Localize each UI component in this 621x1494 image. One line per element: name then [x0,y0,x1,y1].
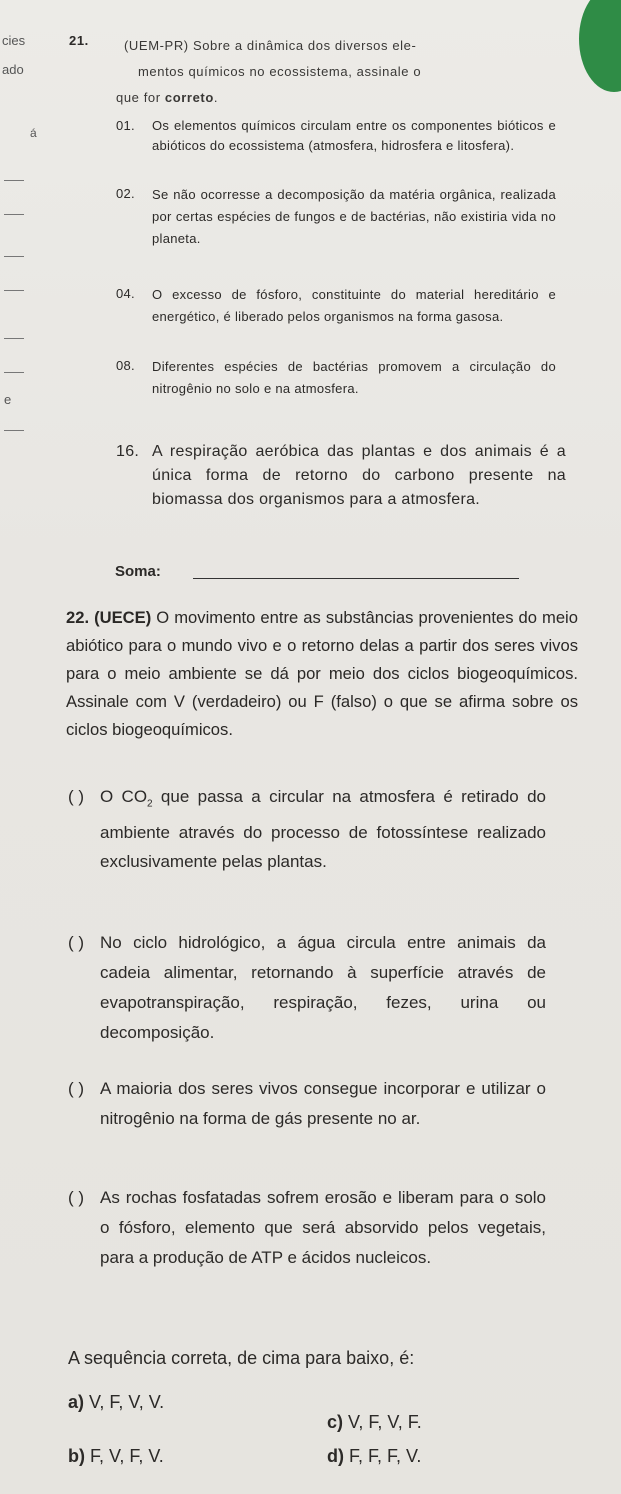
q22-item-text: No ciclo hidrológico, a água circula entre animais da cadeia alimentar, retornando à superfície através de evapotranspiração, respiração, fezes, urina ou decomposição. [100,933,546,1042]
margin-dash [4,214,24,215]
q21-item [116,284,556,328]
q22-item [68,1183,546,1273]
q22-item-box[interactable]: ( ) [68,933,85,952]
q22-option-c[interactable] [327,1412,422,1433]
q22-sequence-prompt: A sequência correta, de cima para baixo, é: [68,1348,415,1368]
option-text: V, F, V, V. [89,1392,165,1412]
left-margin-fragments [0,0,70,560]
option-letter: b) [68,1446,85,1466]
q21-item-number: 01. [116,118,135,133]
q21-item [116,116,556,156]
q21-item-number: 16. [116,443,140,460]
q22-option-b[interactable] [68,1446,164,1467]
q21-item-text: Diferentes espécies de bactérias promovem a circulação do nitrogênio no solo e na atmosfera. [152,359,556,396]
q22-option-d[interactable] [327,1446,421,1467]
soma-label: Soma: [115,563,161,580]
q21-header-line1: (UEM-PR) Sobre a dinâmica dos diversos ele- [124,38,417,53]
q22-item [68,1074,546,1134]
q21-item-text: O excesso de fósforo, constituinte do material hereditário e energético, é liberado pelos organismos na forma gasosa. [152,287,556,324]
q22-item-prefix: O CO [100,787,148,806]
q22-statement: O movimento entre as substâncias provenientes do meio abiótico para o mundo vivo e o retorno delas a partir dos seres vivos para o meio ambiente se dá por meio dos ciclos biogeoquímicos. Assinale com V (verdadeiro) ou F (falso) o que se afirma sobre os ciclos biogeoquímicos. [66,608,578,739]
q21-item [116,356,556,400]
margin-mark: á [30,126,37,140]
q21-header-line3-post: . [213,90,219,105]
margin-text-2: ado [2,62,24,77]
margin-text-1: cies [2,33,26,48]
q22-item-box[interactable]: ( ) [68,1079,85,1098]
q22-item-text [68,782,546,876]
soma-answer-line[interactable] [193,578,519,579]
option-letter: c) [327,1412,344,1432]
q21-number: 21. [69,33,89,48]
q22-item-subscript: 2 [147,798,153,810]
q22-source: (UECE) [94,608,152,627]
margin-letter: e [4,392,12,407]
q21-header [116,33,594,111]
q22-item-box[interactable]: ( ) [68,1188,85,1207]
margin-dash [4,372,24,373]
margin-dash [4,430,24,431]
q22-number: 22. [66,608,90,627]
q22-option-a[interactable] [68,1392,164,1413]
q21-item-text: A respiração aeróbica das plantas e dos animais é a única forma de retorno do carbono presente na biomassa dos organismos para a atmosfera. [152,443,566,508]
q21-header-line2: mentos químicos no ecossistema, assinale o [138,64,422,79]
q21-item-number: 08. [116,358,135,373]
option-text: F, F, F, V. [349,1446,422,1466]
q21-item-text: Os elementos químicos circulam entre os componentes bióticos e abióticos do ecossistema (atmosfera, hidrosfera e litosfera). [152,118,556,153]
q21-item [116,184,556,250]
q22-statement-block [66,604,578,744]
q21-header-line3 [116,90,218,105]
q21-header-line3-pre: que for [116,90,165,105]
q22-item-text: A maioria dos seres vivos consegue incorporar e utilizar o nitrogênio na forma de gás presente no ar. [100,1079,546,1128]
q21-item-number: 02. [116,186,135,201]
q21-header-bold: correto [164,90,214,105]
margin-dash [4,338,24,339]
option-letter: d) [327,1446,344,1466]
q22-item-text: As rochas fosfatadas sofrem erosão e liberam para o solo o fósforo, elemento que será absorvido pelos vegetais, para a produção de ATP e ácidos nucleicos. [100,1188,546,1267]
margin-dash [4,290,24,291]
margin-dash [4,256,24,257]
option-letter: a) [68,1392,85,1412]
q22-item [68,782,546,876]
option-text: F, V, F, V. [90,1446,164,1466]
margin-dash [4,180,24,181]
q21-item-text: Se não ocorresse a decomposição da matéria orgânica, realizada por certas espécies de fungos e de bactérias, não existiria vida no planeta. [152,187,556,246]
q21-item [116,440,566,512]
q22-item [68,928,546,1048]
q21-item-number: 04. [116,286,135,301]
q22-item-body: que passa a circular na atmosfera é retirado do ambiente através do processo de fotossíntese realizado exclusivamente pelas plantas. [100,787,546,872]
option-text: V, F, V, F. [348,1412,422,1432]
q22-item-box[interactable]: ( ) [68,787,85,806]
